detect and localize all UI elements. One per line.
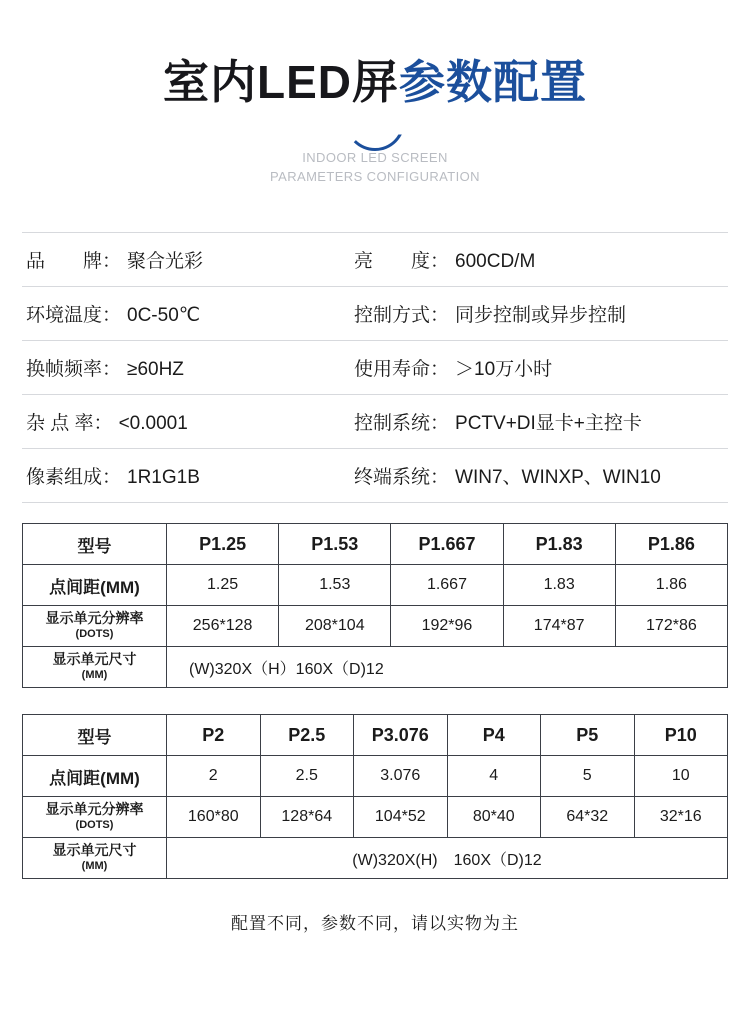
table-row — [23, 797, 728, 838]
table1-resolution-label: 显示单元分辨率 — [45, 610, 144, 627]
spec-cell-brand — [22, 246, 338, 273]
spec-list — [22, 232, 728, 503]
table1-pitch-cell: 1.667 — [391, 565, 503, 606]
spec-value: ≥60HZ — [127, 359, 184, 380]
table-row — [23, 606, 728, 647]
table2-model-cell: P3.076 — [354, 715, 448, 756]
table1-model-cell: P1.86 — [615, 524, 727, 565]
table2-pitch-cell: 4 — [447, 756, 541, 797]
table1-resolution-cell: 256*128 — [167, 606, 279, 647]
spec-cell-pixel-composition — [22, 462, 338, 489]
page-title-blue: 参数配置 — [399, 56, 587, 108]
subtitle-english-line2: PARAMETERS CONFIGURATION — [270, 168, 480, 184]
table1-pitch-cell: 1.86 — [615, 565, 727, 606]
table1-model-cell: P1.83 — [503, 524, 615, 565]
spec-label: 控制方式： — [354, 305, 450, 326]
table1-resolution-sublabel: (DOTS) — [75, 627, 114, 640]
table-row — [23, 565, 728, 606]
arc-shape-icon — [345, 119, 405, 151]
table1-size-label: 显示单元尺寸 — [52, 651, 137, 668]
table1-row-header-pitch: 点间距(MM) — [23, 565, 167, 606]
table2-row-header-pitch: 点间距(MM) — [23, 756, 167, 797]
table1-resolution-cell: 174*87 — [503, 606, 615, 647]
table1-resolution-cell: 192*96 — [391, 606, 503, 647]
table2-resolution-cell: 160*80 — [167, 797, 261, 838]
table2-resolution-cell: 128*64 — [260, 797, 354, 838]
spec-label: 换帧频率： — [26, 359, 122, 380]
spec-label: 使用寿命： — [354, 359, 450, 380]
spec-cell-dead-pixel-rate — [22, 408, 338, 435]
table2-resolution-cell: 104*52 — [354, 797, 448, 838]
page-title-dark: 室内LED屏 — [163, 56, 399, 108]
spec-row — [22, 449, 728, 503]
table1-model-cell: P1.25 — [167, 524, 279, 565]
spec-value: 0C-50℃ — [127, 305, 201, 326]
spec-value: 同步控制或异步控制 — [455, 305, 627, 326]
table1-pitch-cell: 1.25 — [167, 565, 279, 606]
table2-model-cell: P10 — [634, 715, 728, 756]
spec-label: 亮 度： — [354, 251, 450, 272]
table2-pitch-cell: 3.076 — [354, 756, 448, 797]
spacer — [0, 688, 750, 714]
spec-cell-frame-rate — [22, 354, 338, 381]
spacer — [0, 503, 750, 523]
page-header — [0, 0, 750, 222]
table1-model-cell: P1.667 — [391, 524, 503, 565]
table2-size-value: (W)320X(H) 160X（D)12 — [167, 838, 728, 879]
spec-value: ＞10万小时 — [455, 359, 553, 380]
table1-row-header-size — [23, 647, 167, 688]
table1-row-header-resolution — [23, 606, 167, 647]
spec-row — [22, 395, 728, 449]
spec-cell-control-system — [338, 408, 728, 435]
spec-value: 600CD/M — [455, 251, 536, 272]
table2-resolution-label: 显示单元分辨率 — [45, 801, 144, 818]
table2-size-sublabel: (MM) — [81, 859, 108, 872]
arc-divider — [0, 119, 750, 145]
table2-pitch-cell: 2.5 — [260, 756, 354, 797]
table2-pitch-cell: 5 — [541, 756, 635, 797]
spec-value: WIN7、WINXP、WIN10 — [455, 467, 661, 488]
spec-label: 控制系统： — [354, 413, 450, 434]
table2-model-cell: P2 — [167, 715, 261, 756]
table1-resolution-cell: 172*86 — [615, 606, 727, 647]
table1-size-sublabel: (MM) — [81, 668, 108, 681]
spec-label: 品 牌： — [26, 251, 122, 272]
table1-row-header-model: 型号 — [23, 524, 167, 565]
table-row — [23, 838, 728, 879]
spec-label: 杂 点 率： — [26, 413, 113, 434]
spec-cell-lifespan — [338, 354, 728, 381]
spec-cell-control-mode — [338, 300, 728, 327]
table2-resolution-sublabel: (DOTS) — [75, 818, 114, 831]
subtitle-english — [0, 149, 750, 187]
spec-value: <0.0001 — [118, 413, 188, 434]
table1-model-cell: P1.53 — [279, 524, 391, 565]
table2-model-cell: P5 — [541, 715, 635, 756]
subtitle-english-line1: INDOOR LED SCREEN — [302, 149, 448, 165]
parameter-table-standard-pitch — [22, 714, 728, 879]
footnote: 配置不同，参数不同，请以实物为主 — [231, 914, 519, 933]
table2-row-header-model: 型号 — [23, 715, 167, 756]
spec-cell-brightness — [338, 246, 728, 273]
spec-label: 终端系统： — [354, 467, 450, 488]
table1-pitch-cell: 1.83 — [503, 565, 615, 606]
table1-size-value: (W)320X（H）160X（D)12 — [167, 647, 728, 688]
table2-size-label: 显示单元尺寸 — [52, 842, 137, 859]
parameter-table-fine-pitch — [22, 523, 728, 688]
spec-row — [22, 341, 728, 395]
table2-resolution-cell: 32*16 — [634, 797, 728, 838]
table2-resolution-cell: 64*32 — [541, 797, 635, 838]
spec-row — [22, 233, 728, 287]
spec-label: 环境温度： — [26, 305, 122, 326]
table2-model-cell: P2.5 — [260, 715, 354, 756]
spec-row — [22, 287, 728, 341]
spec-value: PCTV+DI显卡+主控卡 — [455, 413, 642, 434]
table-row — [23, 647, 728, 688]
spec-value: 聚合光彩 — [127, 251, 204, 272]
table2-model-cell: P4 — [447, 715, 541, 756]
table2-row-header-resolution — [23, 797, 167, 838]
page-title — [0, 56, 750, 109]
table2-row-header-size — [23, 838, 167, 879]
table2-resolution-cell: 80*40 — [447, 797, 541, 838]
table-row — [23, 715, 728, 756]
spec-cell-temperature — [22, 300, 338, 327]
spec-value: 1R1G1B — [127, 467, 200, 488]
table-row — [23, 524, 728, 565]
table1-resolution-cell: 208*104 — [279, 606, 391, 647]
table2-pitch-cell: 2 — [167, 756, 261, 797]
table-row — [23, 756, 728, 797]
spec-label: 像素组成： — [26, 467, 122, 488]
table1-pitch-cell: 1.53 — [279, 565, 391, 606]
table2-pitch-cell: 10 — [634, 756, 728, 797]
spec-cell-terminal-system — [338, 462, 728, 489]
